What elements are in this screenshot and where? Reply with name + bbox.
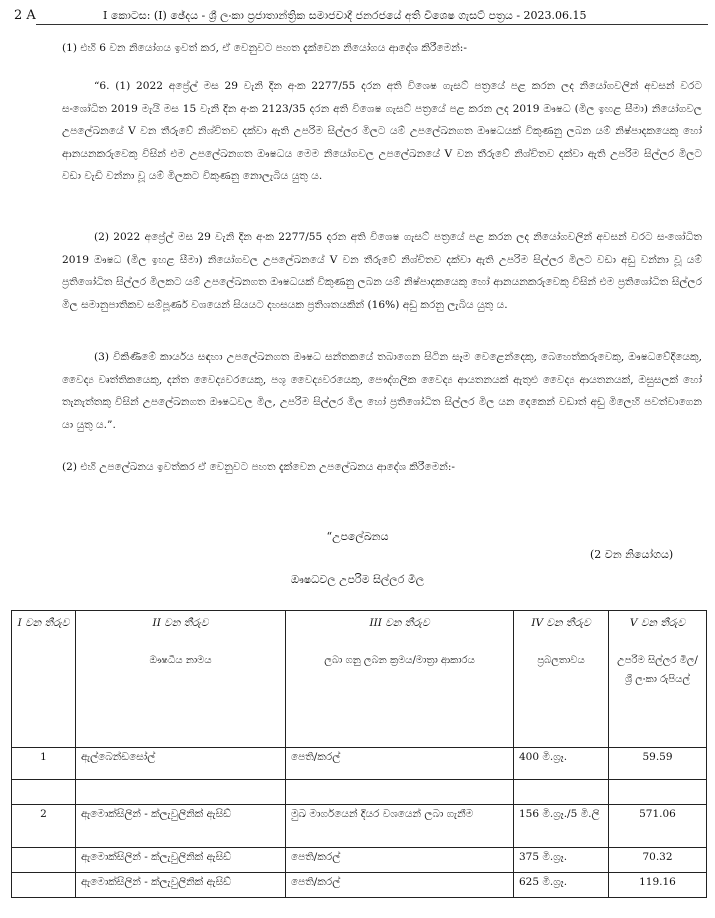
cell-dosage-form: පෙති/කරල් (286, 873, 514, 898)
column-title: IV වන තීරුව (531, 617, 591, 629)
cell-dosage-form: පෙති/කරල් (286, 848, 514, 873)
cell-number: 1 (12, 748, 76, 780)
cell-number: 2 (12, 805, 76, 848)
schedule-regulation-ref: (2 වන නියෝගය) (590, 548, 674, 561)
column-header (76, 611, 286, 748)
cell-drug-name: ඇමොක්සිලින් - ක්ලැවුලිනික් ඇසිඩ් (76, 873, 286, 898)
cell-dosage-form: මුඛ මාර්ගයෙන් දියර වශයෙන් ලබා ගැනීම (286, 805, 514, 848)
paragraph-5: (2) එහි උපලේඛනය ඉවත්කර ඒ වෙනුවට පහත දැක්වෙන උපලේඛනය ආදේශ කිරීමෙන්:- (62, 461, 455, 473)
schedule-subtitle: ඖෂධවල උපරිම සිල්ලර මිල (290, 573, 425, 586)
column-header (286, 611, 514, 748)
cell-dosage-form (286, 780, 514, 805)
table-row (12, 873, 707, 898)
cell-drug-name (76, 780, 286, 805)
header-rule (36, 24, 708, 25)
column-header (609, 611, 707, 748)
table-header-row (12, 611, 707, 748)
cell-strength: 400 මි.ග්‍රෑ. (514, 748, 609, 780)
cell-price: 571.06 (609, 805, 707, 848)
column-title: I වන තීරුව (17, 617, 70, 629)
page-header (8, 4, 708, 26)
page-number: 2 A (14, 8, 36, 23)
cell-drug-name: ඇල්බෙන්ඩසෝල් (76, 748, 286, 780)
cell-strength: 375 මි.ග්‍රෑ. (514, 848, 609, 873)
cell-price: 59.59 (609, 748, 707, 780)
paragraph-3: (2) 2022 අප්‍රේල් මස 29 වැනි දින අංක 2277/55 දරන අති විශෙෂ ගැසට් පත්‍රයේ පළ කරන ලද නියෝගවලින් අවසන් වරට සංශෝධිත 2019 ඖෂධ (මිල ඉහළ සීමා) නියෝගවල උපලේඛනයේ V වන තීරුවේ නිශ්චිතව දක්වා ඇති උපරිම සිල්ලර මිලට වඩා අඩු වන්නා වූ යම් ප්‍රතිශෝධිත සිල්ලර මිලකට යම් උපලේඛනගත ඖෂධයක් විකුණනු ලබන යම් නිෂ්පාදකයෙකු හෝ ආනයනකරුවෙකු විසින් එම ප්‍රතිශෝධිත සිල්ලර මිල සමානුපාතිකව සම්පූර්ණ වශයෙන් සියයට දහසයක ප්‍රතිශතයකින් (16%) අඩු කරනු ලැබිය යුතු ය. (62, 231, 702, 311)
column-title: V වන තීරුව (629, 617, 686, 629)
table-row (12, 805, 707, 848)
cell-price: 119.16 (609, 873, 707, 898)
column-subtitle: ලබා ගනු ලබන ක්‍රමය/මාත්‍රා ආකාරය (324, 655, 475, 666)
table-row (12, 748, 707, 780)
column-header (12, 611, 76, 748)
price-table (11, 610, 707, 898)
cell-price (609, 780, 707, 805)
column-title: II වන තීරුව (152, 617, 209, 629)
cell-drug-name: ඇමොක්සිලින් - ක්ලැවුලිනික් ඇසිඩ් (76, 805, 286, 848)
column-subtitle: ප්‍රබලතාවය (537, 655, 585, 666)
cell-number (12, 873, 76, 898)
cell-strength: 156 මි.ග්‍රෑ./5 මි.ලි (514, 805, 609, 848)
cell-strength: 625 මි.ග්‍රෑ. (514, 873, 609, 898)
column-header (514, 611, 609, 748)
table-row (12, 848, 707, 873)
cell-number (12, 780, 76, 805)
running-title: I කොටස: (I) ඡේදය - ශ්‍රී ලංකා ප්‍රජාතාන්ත්‍රික සමාජවාදී ජනරජයේ අති විශෙෂ ගැසට් පත්‍රය - 2023.06.15 (103, 9, 587, 22)
paragraph-2: “6. (1) 2022 අප්‍රේල් මස 29 වැනි දින අංක 2277/55 දරන අති විශෙෂ ගැසට් පත්‍රයේ පළ කරන ලද නියෝගවලින් අවසන් වරට සංශෝධිත 2019 මැයි මස 15 වැනි දින අංක 2123/35 දරන අති විශෙෂ ගැසට් පත්‍රයේ පළ කරන ලද 2019 ඖෂධ (මිල ඉහළ සීමා) නියෝගවල උපලේඛනයේ V වන තීරුවේ නිශ්චිතව දක්වා ඇති උපරිම සිල්ලර මිලට යම් උපලේඛනගත ඖෂධයක් විකුණනු ලබන යම් නිෂ්පාදකයෙකු හෝ ආනයනකරුවෙකු විසින් එම උපලේඛනගත ඖෂධය මෙම නියෝගවල උපලේඛනයේ V වන තීරුවේ නිශ්චිතව දක්වා ඇති උපරිම සිල්ලර මිලට වඩා වැඩි වන්නා වූ යම් මිලකට විකුණනු නොලැබිය යුතු ය. (62, 80, 702, 182)
schedule-title: “උපලේඛනය (326, 530, 389, 543)
column-subtitle: ඖෂධීය නාමය (149, 655, 212, 666)
table-row (12, 780, 707, 805)
paragraph-1: (1) එහි 6 වන නියෝගය ඉවත් කර, ඒ වෙනුවට පහත දැක්වෙන නියෝගය ආදේශ කිරීමෙන්:- (62, 42, 467, 54)
column-title: III වන තීරුව (369, 617, 430, 629)
cell-strength (514, 780, 609, 805)
cell-number (12, 848, 76, 873)
cell-drug-name: ඇමොක්සිලින් - ක්ලැවුලිනික් ඇසිඩ් (76, 848, 286, 873)
paragraph-4: (3) විකිණීමේ කාර්යය සඳහා උපලේඛනගත ඖෂධ සන්තකයේ තබාගෙන සිටින සෑම වෙළෙන්දෙකු, බෙහෙත්කරුවෙකු, ඖෂධවේදියෙකු, වෛද්‍ය වෘත්තිකයෙකු, දන්ත වෛද්‍යවරයෙකු, පශු වෛද්‍යවරයෙකු, පෞද්ගලික වෛද්‍ය ආයතනයක් ඇතුළු වෛද්‍ය ආයතනයක්, ඔසුසලක් හෝ තැනැත්තකු විසින් උපලේඛනගත ඖෂධවල මිල, උපරිම සිල්ලර මිල හෝ ප්‍රතිශෝධිත සිල්ලර මිල යන දෙකෙන් වඩාත් අඩු මිලෙහි පවත්වාගෙන යා යුතු ය.”. (62, 351, 702, 431)
cell-price: 70.32 (609, 848, 707, 873)
cell-dosage-form: පෙති/කරල් (286, 748, 514, 780)
column-subtitle: උපරිම සිල්ලර මිල/ ශ්‍රී ලංකා රුපියල් (617, 655, 698, 685)
